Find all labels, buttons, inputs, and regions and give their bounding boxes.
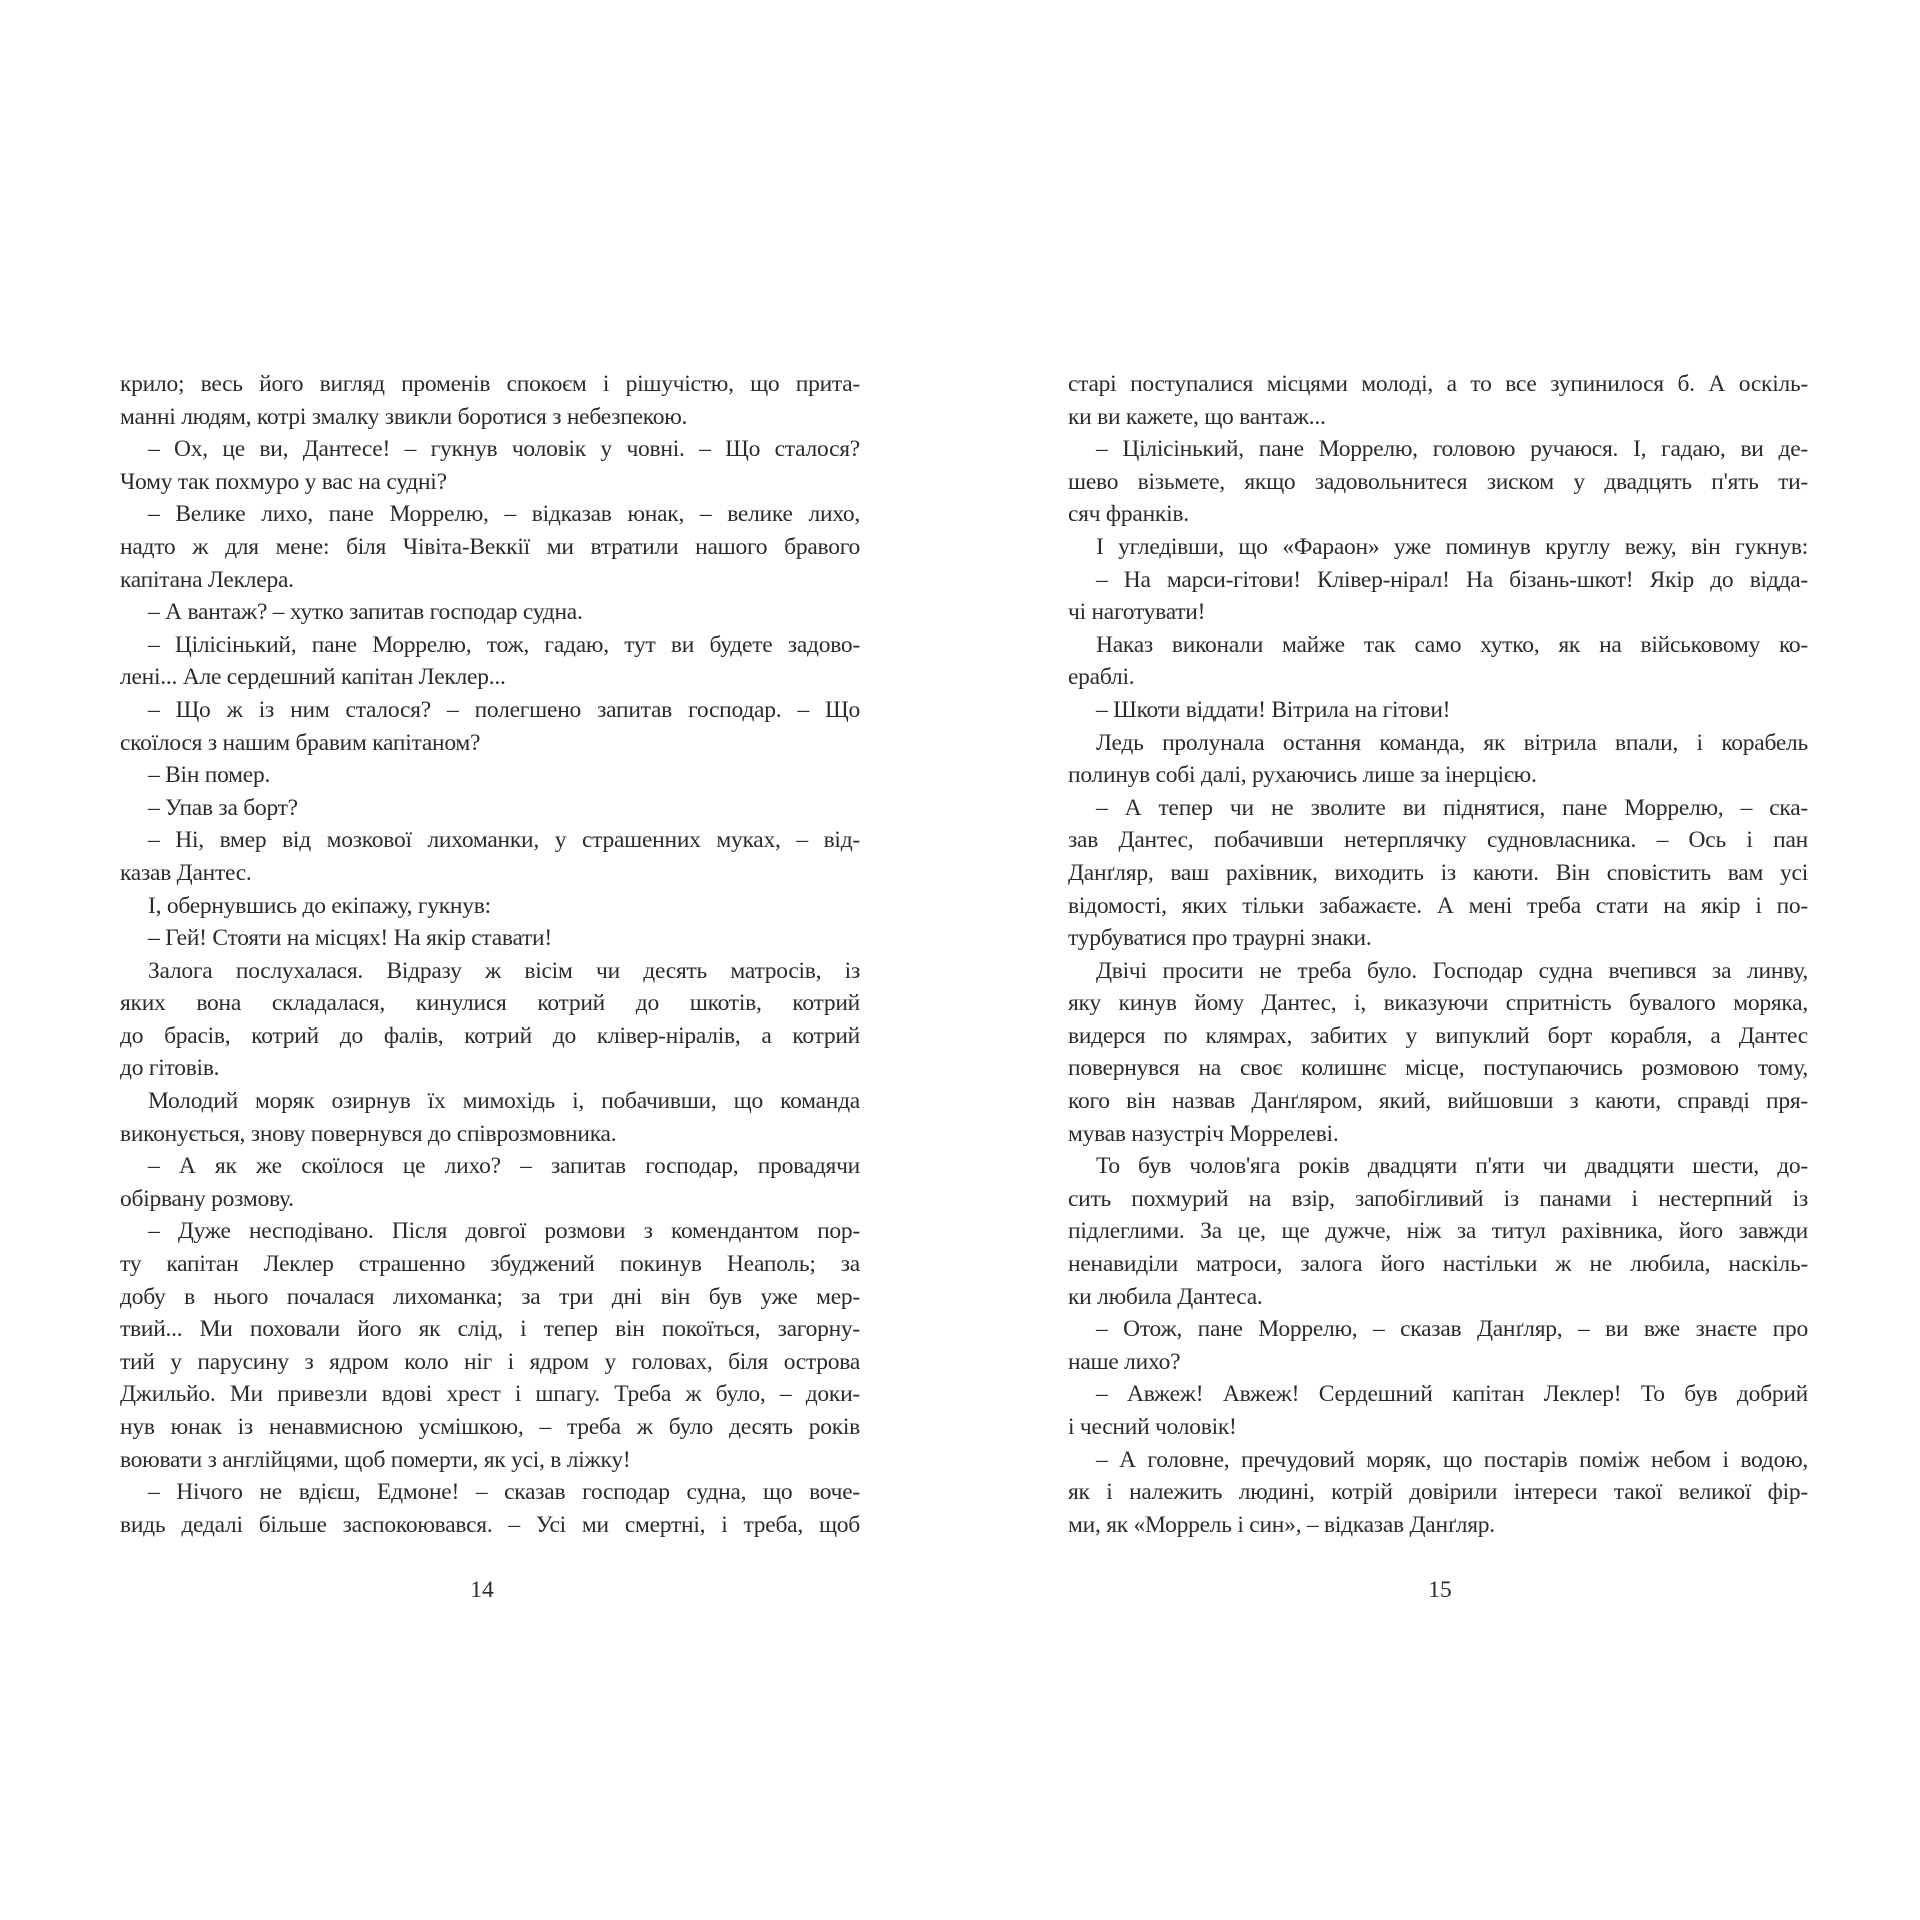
text-line: – Цілісінький, пане Моррелю, головою ручаюся. І, гадаю, ви де- bbox=[1096, 436, 1808, 463]
left-page-text bbox=[120, 368, 860, 1541]
right-page-number: 15 bbox=[1428, 1577, 1452, 1603]
text-line: – Ох, це ви, Дантесе! – гукнув чоловік у човні. – Що сталося? bbox=[148, 436, 860, 463]
text-line: наше лихо? bbox=[1068, 1348, 1181, 1375]
text-line: до гітовів. bbox=[120, 1055, 220, 1082]
text-line: капітана Леклера. bbox=[120, 566, 294, 593]
text-line: відомості, яких тільки забажаєте. А мені треба стати на якір і по- bbox=[1068, 892, 1808, 919]
text-line: – Він помер. bbox=[148, 762, 271, 789]
text-line: – Упав за борт? bbox=[148, 794, 298, 821]
text-line: – Гей! Стояти на місцях! На якір ставати! bbox=[148, 925, 552, 952]
text-line: нув юнак із ненавмисною усмішкою, – треба ж було десять років bbox=[120, 1414, 860, 1440]
text-line: То був чолов'яга років двадцяти п'яти чи двадцяти шести, до- bbox=[1096, 1153, 1808, 1180]
text-line: видь дедалі більше заспокоювався. – Усі ми смертні, і треба, щоб bbox=[120, 1511, 860, 1538]
text-line: манні людям, котрі змалку звикли боротися з небезпекою. bbox=[120, 403, 688, 430]
text-line: зав Дантес, побачивши нетерплячку судновласника. – Ось і пан bbox=[1068, 827, 1808, 854]
text-line: воювати з англійцями, щоб померти, як усі, в ліжку! bbox=[120, 1446, 631, 1473]
text-line: Ледь пролунала остання команда, як вітрила впали, і корабель bbox=[1096, 729, 1808, 756]
text-line: – А тепер чи не зволите ви піднятися, пане Моррелю, – ска- bbox=[1096, 794, 1808, 821]
text-line: – Велике лихо, пане Моррелю, – відказав юнак, – велике лихо, bbox=[148, 501, 860, 528]
text-line: виконується, знову повернувся до співрозмовника. bbox=[120, 1120, 617, 1147]
text-line: скоїлося з нашим бравим капітаном? bbox=[120, 729, 481, 756]
text-line: ненавиділи матроси, залога його настільки ж не любила, наскіль- bbox=[1068, 1251, 1808, 1278]
text-line: сить похмурий на взір, запобігливий із панами і нестерпний із bbox=[1068, 1185, 1808, 1212]
text-line: – Цілісінький, пане Моррелю, тож, гадаю, тут ви будете задово- bbox=[148, 631, 860, 658]
text-line: тий у парусину з ядром коло ніг і ядром у головах, біля острова bbox=[120, 1348, 860, 1375]
text-line: – На марси-гітови! Клівер-нірал! На бізань-шкот! Якір до відда- bbox=[1096, 566, 1808, 593]
text-line: кого він назвав Данґляром, який, вийшовши з каюти, справді пря- bbox=[1068, 1088, 1808, 1115]
text-line: ки любила Дантеса. bbox=[1068, 1283, 1263, 1310]
text-line: – Авжеж! Авжеж! Сердешний капітан Леклер! То був добрий bbox=[1096, 1381, 1808, 1408]
text-line: І угледівши, що «Фараон» уже поминув круглу вежу, він гукнув: bbox=[1096, 533, 1808, 560]
left-page-number: 14 bbox=[470, 1577, 494, 1603]
text-line: обірвану розмову. bbox=[120, 1185, 294, 1212]
text-line: сяч франків. bbox=[1068, 501, 1189, 528]
text-line: як і належить людині, котрій довірили інтереси такої великої фір- bbox=[1068, 1479, 1808, 1506]
text-line: – Дуже несподівано. Після довгої розмови з комендантом пор- bbox=[148, 1218, 860, 1245]
text-line: Наказ виконали майже так само хутко, як на військовому ко- bbox=[1096, 631, 1808, 658]
text-line: полинув собі далі, рухаючись лише за інерцією. bbox=[1068, 762, 1537, 789]
text-line: шево візьмете, якщо задовольнитеся зиском у двадцять п'ять ти- bbox=[1068, 468, 1808, 495]
text-line: Джильйо. Ми привезли вдові хрест і шпагу. Треба ж було, – доки- bbox=[120, 1381, 860, 1408]
text-line: яку кинув йому Дантес, і, виказуючи спритність бувалого моряка, bbox=[1068, 990, 1808, 1017]
text-line: надто ж для мене: біля Чівіта-Веккії ми втратили нашого бравого bbox=[120, 533, 860, 560]
text-line: лені... Але сердешний капітан Леклер... bbox=[120, 664, 506, 691]
text-line: – А як же скоїлося це лихо? – запитав господар, провадячи bbox=[148, 1153, 860, 1180]
text-line: Двічі просити не треба було. Господар судна вчепився за линву, bbox=[1096, 957, 1808, 984]
text-line: – Що ж із ним сталося? – полегшено запитав господар. – Що bbox=[148, 696, 860, 723]
text-line: – Нічого не вдієш, Едмоне! – сказав господар судна, що воче- bbox=[148, 1479, 860, 1506]
text-line: – Шкоти віддати! Вітрила на гітови! bbox=[1096, 696, 1451, 723]
text-line: Залога послухалася. Відразу ж вісім чи десять матросів, із bbox=[148, 957, 860, 984]
text-line: до брасів, котрий до фалів, котрий до клівер-ніралів, а котрий bbox=[120, 1022, 860, 1049]
text-line: старі поступалися місцями молоді, а то все зупинилося б. А оскіль- bbox=[1068, 371, 1808, 397]
text-line: – А вантаж? – хутко запитав господар судна. bbox=[148, 599, 583, 626]
text-line: крило; весь його вигляд променів спокоєм і рішучістю, що прита- bbox=[120, 371, 860, 397]
text-line: ту капітан Леклер страшенно збуджений покинув Неаполь; за bbox=[120, 1251, 860, 1278]
right-page-text bbox=[1068, 368, 1808, 1541]
text-line: твий... Ми поховали його як слід, і тепер він покоїться, загорну- bbox=[120, 1316, 860, 1343]
text-line: мував назустріч Моррелеві. bbox=[1068, 1120, 1339, 1147]
text-line: добу в нього почалася лихоманка; за три дні він був уже мер- bbox=[120, 1283, 860, 1310]
text-line: Данґляр, ваш рахівник, виходить із каюти. Він сповістить вам усі bbox=[1068, 859, 1808, 886]
text-line: Чому так похмуро у вас на судні? bbox=[120, 468, 447, 495]
text-line: повернувся на своє колишнє місце, поступаючись розмовою тому, bbox=[1068, 1055, 1808, 1082]
text-line: і чесний чоловік! bbox=[1068, 1414, 1237, 1440]
text-line: ки ви кажете, що вантаж... bbox=[1068, 403, 1326, 430]
text-line: ми, як «Моррель і син», – відказав Данґляр. bbox=[1068, 1511, 1495, 1538]
text-line: – А головне, пречудовий моряк, що постарів поміж небом і водою, bbox=[1096, 1446, 1808, 1473]
text-line: казав Дантес. bbox=[120, 859, 252, 886]
text-line: – Ні, вмер від мозкової лихоманки, у страшенних муках, – від- bbox=[148, 827, 860, 854]
text-line: видерся по клямрах, забитих у випуклий борт корабля, а Дантес bbox=[1068, 1022, 1808, 1049]
text-line: чі наготувати! bbox=[1068, 599, 1206, 626]
text-line: підлеглими. За це, ще дужче, ніж за титул рахівника, його завжди bbox=[1068, 1218, 1808, 1245]
text-line: – Отож, пане Моррелю, – сказав Данґляр, – ви вже знаєте про bbox=[1096, 1316, 1808, 1343]
text-line: І, обернувшись до екіпажу, гукнув: bbox=[148, 892, 491, 919]
text-line: яких вона складалася, кинулися котрий до шкотів, котрий bbox=[120, 990, 860, 1017]
text-line: Молодий моряк озирнув їх мимохідь і, побачивши, що команда bbox=[148, 1088, 860, 1115]
text-line: турбуватися про траурні знаки. bbox=[1068, 925, 1372, 952]
text-line: ераблі. bbox=[1068, 664, 1135, 691]
